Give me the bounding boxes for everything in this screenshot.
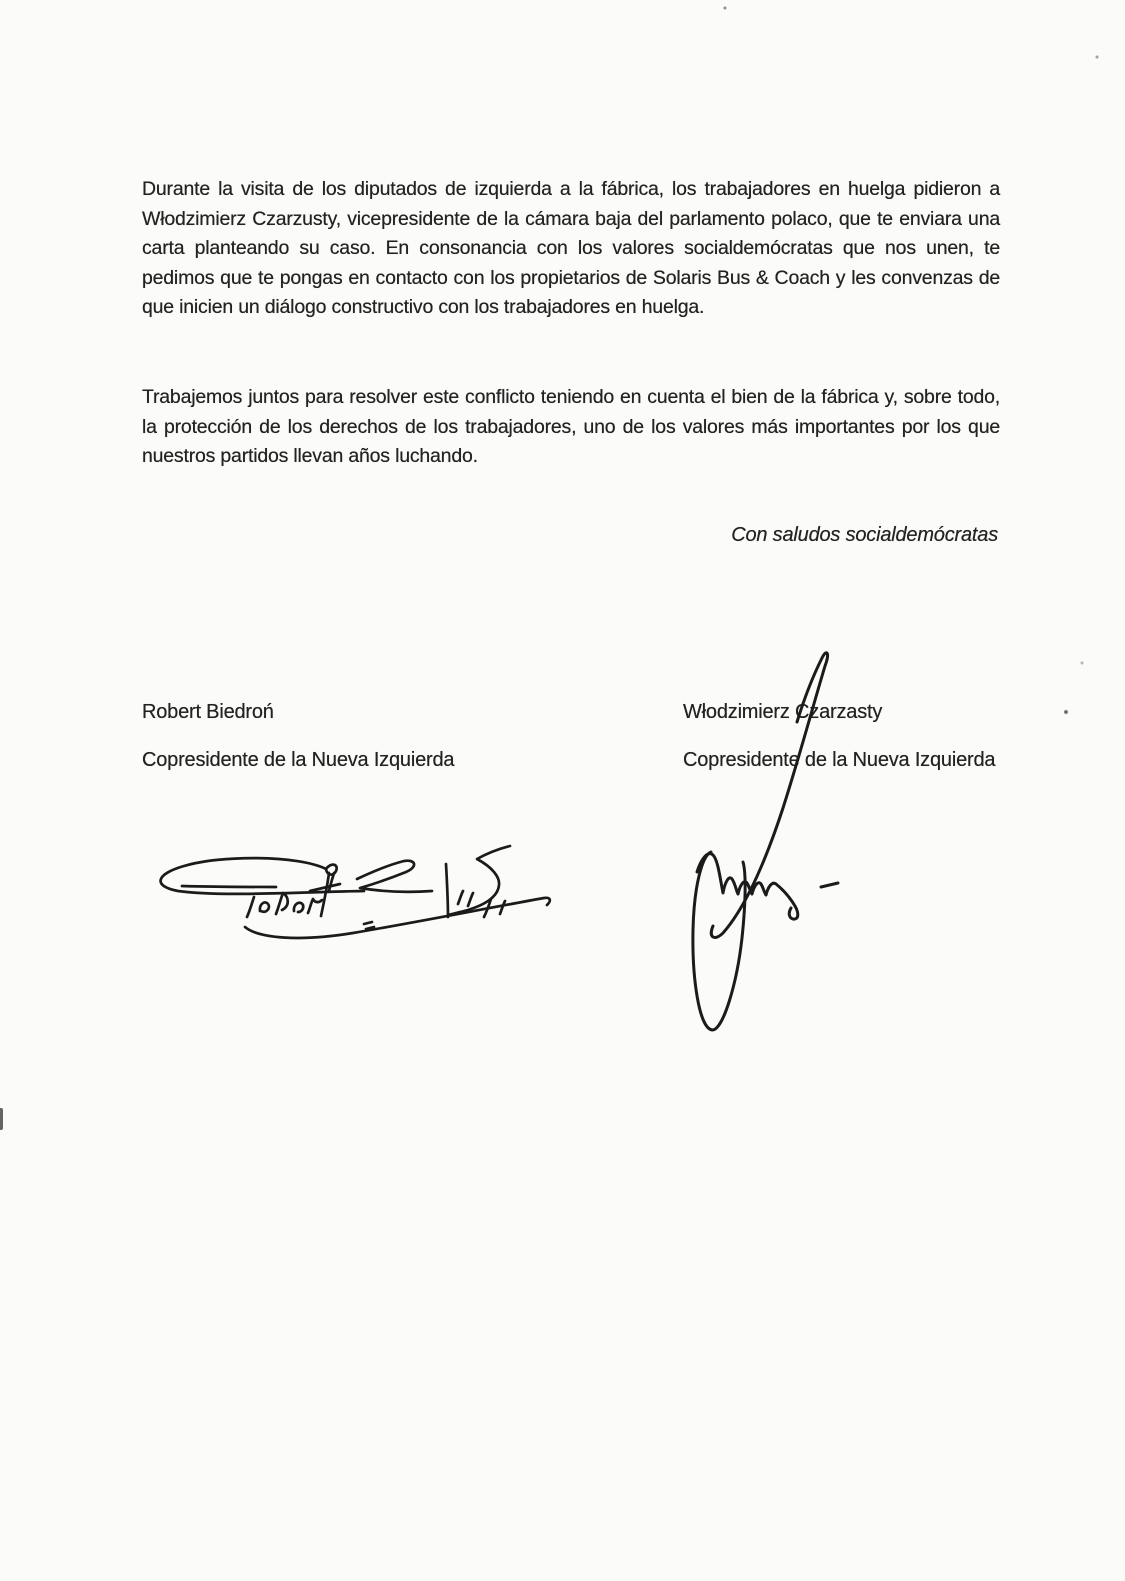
paragraph-1: Durante la visita de los diputados de izquierda a la fábrica, los trabajadores en huelga pidieron a Włodzimierz Czarzusty, vicepresidente de la cámara baja del parlamento polaco, que te enviara una carta planteando su caso. En consonancia con los valores socialdemócratas que nos unen, te pedimos que te pongas en contacto con los propietarios de Solaris Bus & Coach y les convenzas de que inicien un diálogo constructivo con los trabajadores en huelga. bbox=[142, 178, 1000, 319]
paragraph-2: Trabajemos juntos para resolver este conflicto teniendo en cuenta el bien de la fábrica y, sobre todo, la protección de los derechos de los trabajadores, uno de los valores más importantes por los que nuestros partidos llevan años luchando. bbox=[142, 386, 1000, 468]
closing-salutation: Con saludos socialdemócratas bbox=[731, 524, 998, 546]
signer-name-wlodzimierz-czarzasty: Włodzimierz Czarzasty bbox=[683, 701, 883, 723]
signer-name-robert-biedron: Robert Biedroń bbox=[142, 701, 274, 723]
signer-title-wlodzimierz-czarzasty: Copresidente de la Nueva Izquierda bbox=[683, 749, 996, 771]
robert-biedron-signature-icon bbox=[148, 840, 558, 940]
wlodzimierz-czarzasty-signature-icon bbox=[675, 638, 850, 1038]
scan-edge-artifact bbox=[0, 1108, 3, 1130]
signer-title-robert-biedron: Copresidente de la Nueva Izquierda bbox=[142, 749, 455, 771]
